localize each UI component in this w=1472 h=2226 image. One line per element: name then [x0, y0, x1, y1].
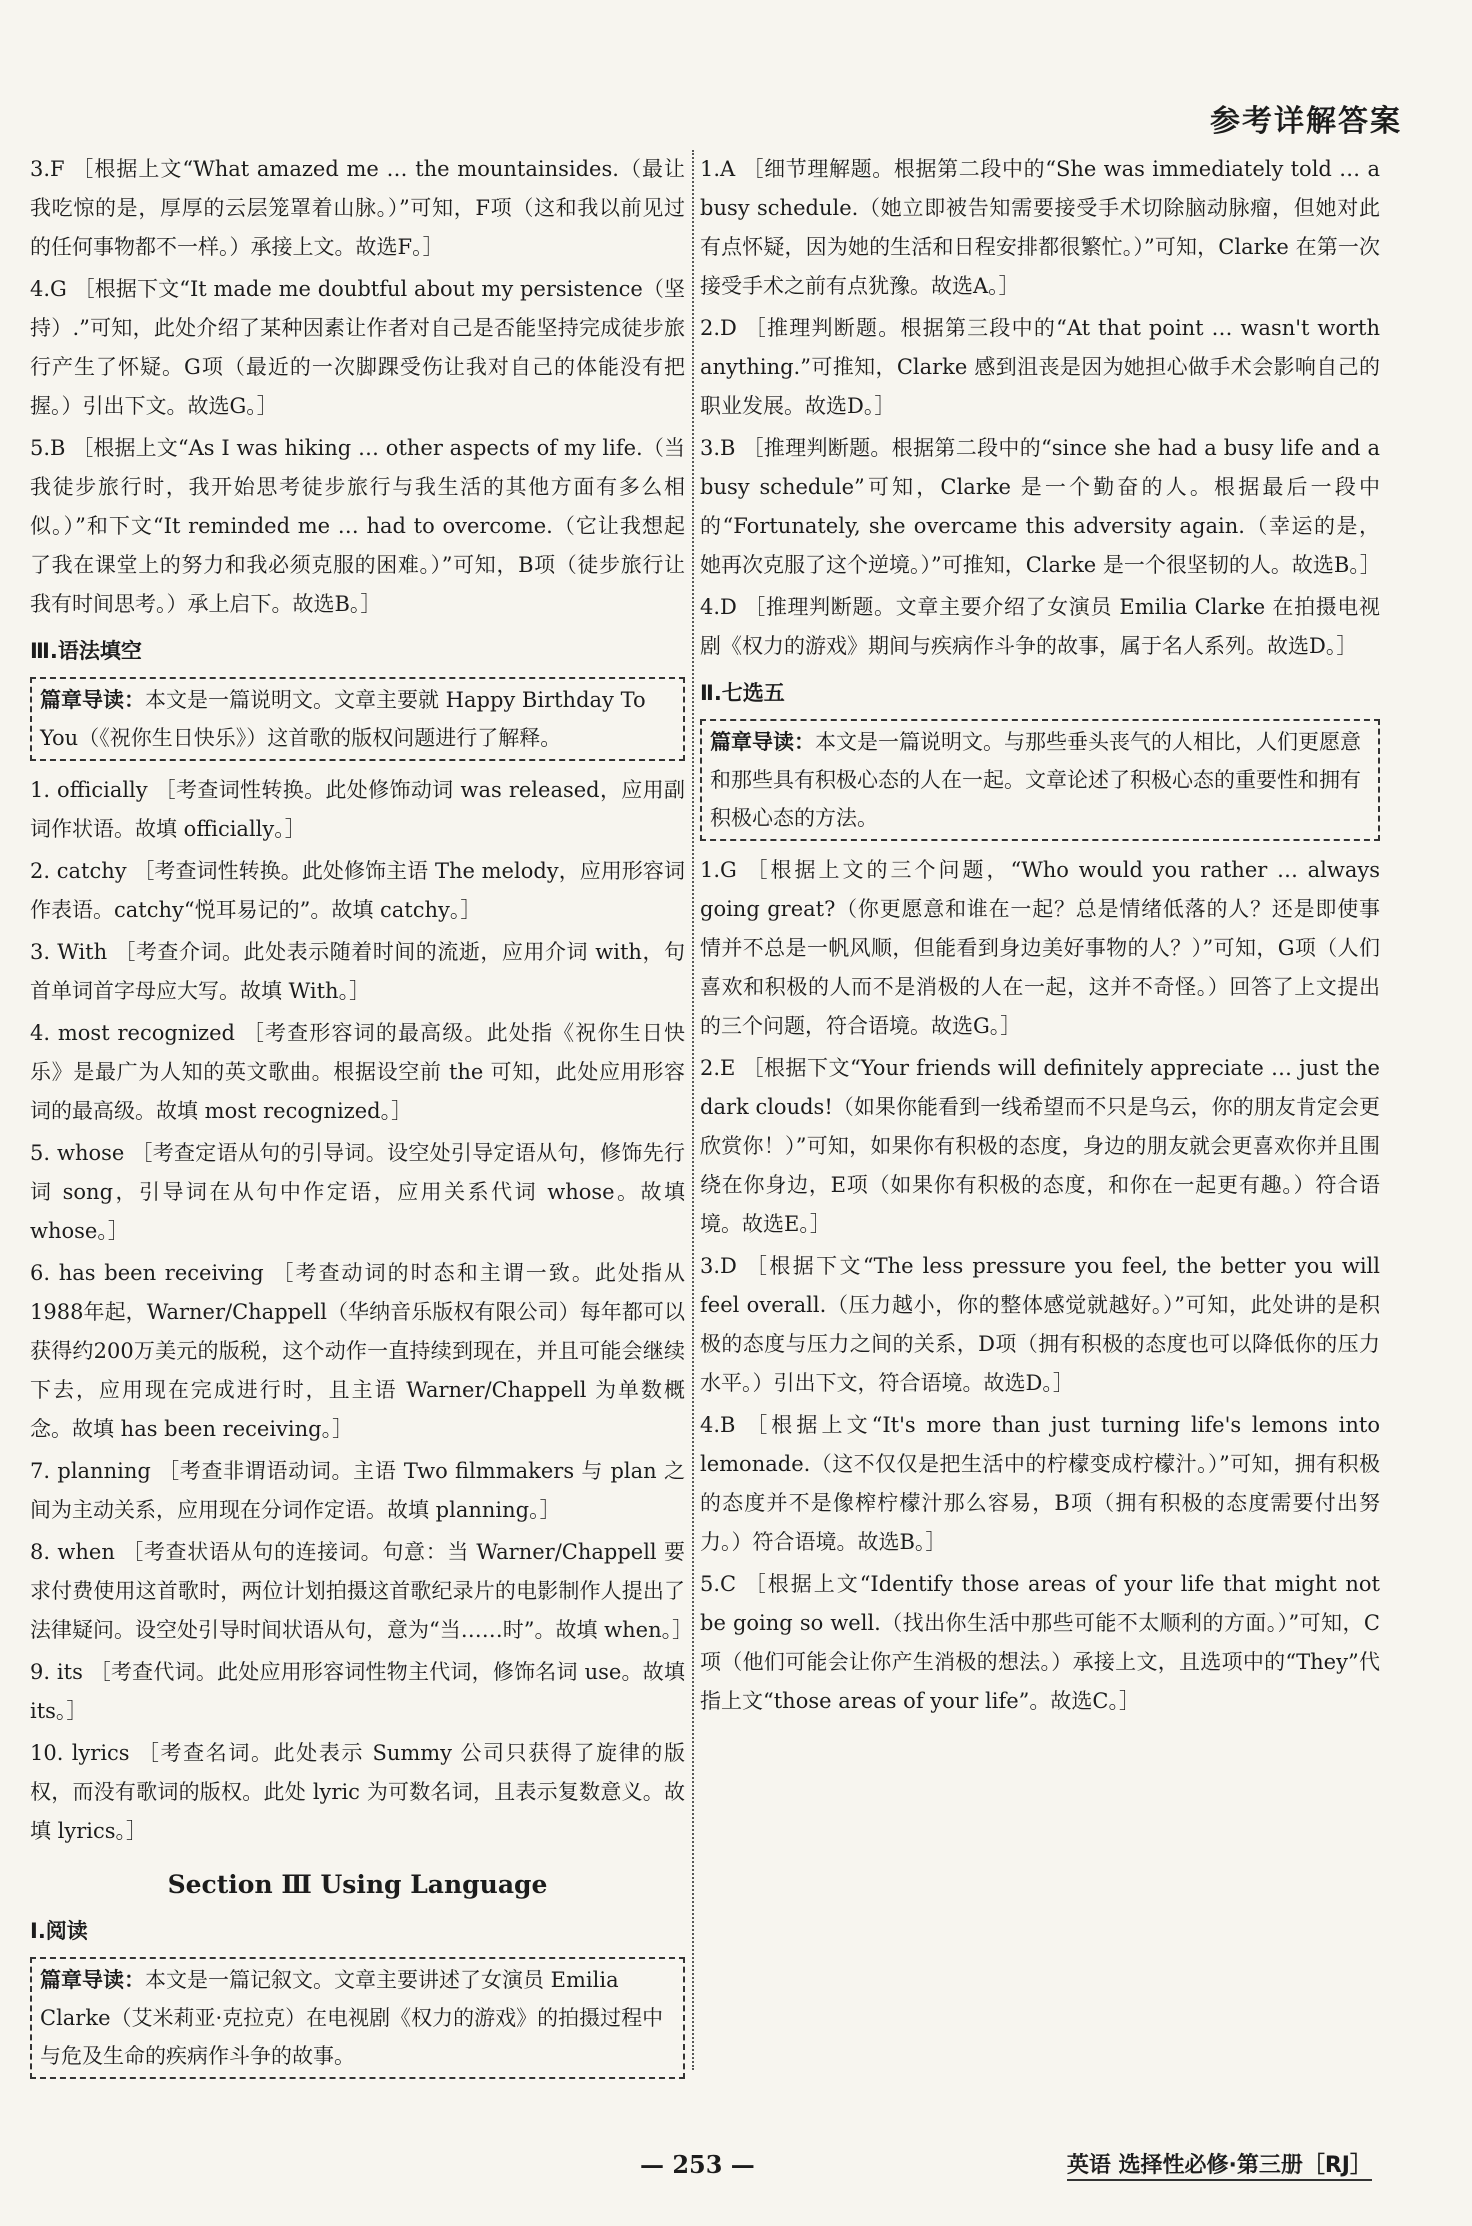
answer-item: 9. its ［考查代词。此处应用形容词性物主代词，修饰名词 use。故填 its。］: [30, 1660, 685, 1723]
answer-item: 5.C ［根据上文“Identify those areas of your life that might not be going so well.（找出你生活中那些可能不太顺利的方面。）”可知，C项（他们可能会让你产生消极的想法。）承接上文，且选项中的“They”代指上文“those areas of your life”。故选C。］: [700, 1572, 1380, 1713]
answer-item: 6. has been receiving ［考查动词的时态和主谓一致。此处指从1988年起，Warner/Chappell（华纳音乐版权有限公司）每年都可以获得约200万美元的版税，这个动作一直持续到现在，并且可能会继续下去，应用现在完成进行时，且主语 Warner/Chappell 为单数概念。故填 has been receiving。］: [30, 1261, 685, 1441]
reading-guide-box: [700, 719, 1380, 841]
section-title-reading: Ⅰ.阅读: [30, 1919, 88, 1943]
answer-item: 4.G ［根据下文“It made me doubtful about my persistence（坚持）.”可知，此处介绍了某种因素让作者对自己是否能坚持完成徒步旅行产生了怀疑。G项（最近的一次脚踝受伤让我对自己的体能没有把握。）引出下文。故选G。］: [30, 277, 685, 418]
answer-item: 3.F ［根据上文“What amazed me … the mountainsides.（最让我吃惊的是，厚厚的云层笼罩着山脉。）”可知，F项（这和我以前见过的任何事物都不一样。）承接上文。故选F。］: [30, 157, 685, 259]
left-column: [30, 150, 694, 2089]
guide-label: 篇章导读：: [710, 730, 815, 754]
right-column: [700, 150, 1380, 1724]
answer-item: 3. With ［考查介词。此处表示随着时间的流逝，应用介词 with，句首单词首字母应大写。故填 With。］: [30, 940, 685, 1003]
answer-item: 7. planning ［考查非谓语动词。主语 Two filmmakers 与 plan 之间为主动关系，应用现在分词作定语。故填 planning。］: [30, 1459, 685, 1522]
answer-item: 8. when ［考查状语从句的连接词。句意：当 Warner/Chappell 要求付费使用这首歌时，两位计划拍摄这首歌纪录片的电影制作人提出了法律疑问。设空处引导时间状语从句，意为“当……时”。故填 when。］: [30, 1540, 694, 1642]
reading-guide-box: [30, 677, 685, 761]
guide-text: 本文是一篇说明文。与那些垂头丧气的人相比，人们更愿意和那些具有积极心态的人在一起。文章论述了积极心态的重要性和拥有积极心态的方法。: [710, 730, 1361, 830]
reading-guide-box: [30, 1957, 685, 2079]
section-title-seven: Ⅱ.七选五: [700, 681, 785, 705]
answer-item: 3.B ［推理判断题。根据第二段中的“since she had a busy life and a busy schedule”可知，Clarke 是一个勤奋的人。根据最后一段中的“Fortunately, she overcame this adversity again.（幸运的是，她再次克服了这个逆境。）”可推知，Clarke 是一个很坚韧的人。故选B。］: [700, 436, 1381, 577]
answer-item: 5.B ［根据上文“As I was hiking … other aspects of my life.（当我徒步旅行时，我开始思考徒步旅行与我生活的其他方面有多么相似。）”和下文“It reminded me … had to overcome.（它让我想起了我在课堂上的努力和我必须克服的困难。）”可知，B项（徒步旅行让我有时间思考。）承上启下。故选B。］: [30, 436, 685, 616]
page-number: — 253 —: [640, 2150, 755, 2179]
answer-item: 2.D ［推理判断题。根据第三段中的“At that point … wasn't worth anything.”可推知，Clarke 感到沮丧是因为她担心做手术会影响自己的职业发展。故选D。］: [700, 316, 1380, 418]
answer-item: 3.D ［根据下文“The less pressure you feel, the better you will feel overall.（压力越小，你的整体感觉就越好。）”可知，此处讲的是积极的态度与压力之间的关系，D项（拥有积极的态度也可以降低你的压力水平。）引出下文，符合语境。故选D。］: [700, 1254, 1380, 1395]
guide-text: 本文是一篇说明文。文章主要就 Happy Birthday To You（《祝你生日快乐》）这首歌的版权问题进行了解释。: [40, 688, 646, 750]
guide-label: 篇章导读：: [40, 688, 145, 712]
answer-item: 10. lyrics ［考查名词。此处表示 Summy 公司只获得了旋律的版权，而没有歌词的版权。此处 lyric 为可数名词，且表示复数意义。故填 lyrics。］: [30, 1741, 685, 1843]
guide-label: 篇章导读：: [40, 1968, 145, 1992]
section-heading: Section Ⅲ Using Language: [167, 1870, 548, 1899]
answer-item: 5. whose ［考查定语从句的引导词。设空处引导定语从句，修饰先行词 song，引导词在从句中作定语，应用关系代词 whose。故填 whose。］: [30, 1141, 685, 1243]
column-divider: [692, 150, 694, 2070]
answer-item: 2.E ［根据下文“Your friends will definitely appreciate … just the dark clouds!（如果你能看到一线希望而不只是乌云，你的朋友肯定会更欣赏你！）”可知，如果你有积极的态度，身边的朋友就会更喜欢你并且围绕在你身边，E项（如果你有积极的态度，和你在一起更有趣。）符合语境。故选E。］: [700, 1056, 1380, 1236]
answer-item: 1. officially ［考查词性转换。此处修饰动词 was released，应用副词作状语。故填 officially。］: [30, 778, 685, 841]
answer-item: 2. catchy ［考查词性转换。此处修饰主语 The melody，应用形容词作表语。catchy“悦耳易记的”。故填 catchy。］: [30, 859, 685, 922]
answer-item: 1.A ［细节理解题。根据第二段中的“She was immediately told … a busy schedule.（她立即被告知需要接受手术切除脑动脉瘤，但她对此有点怀疑，因为她的生活和日程安排都很繁忙。）”可知，Clarke 在第一次接受手术之前有点犹豫。故选A。］: [700, 157, 1380, 298]
answer-item: 4. most recognized ［考查形容词的最高级。此处指《祝你生日快乐》是最广为人知的英文歌曲。根据设空前 the 可知，此处应用形容词的最高级。故填 most recognized。］: [30, 1021, 685, 1123]
book-title: 英语 选择性必修·第三册［RJ］: [1067, 2148, 1372, 2181]
answer-item: 4.D ［推理判断题。文章主要介绍了女演员 Emilia Clarke 在拍摄电视剧《权力的游戏》期间与疾病作斗争的故事，属于名人系列。故选D。］: [700, 595, 1380, 658]
answer-item: 4.B ［根据上文“It's more than just turning life's lemons into lemonade.（这不仅仅是把生活中的柠檬变成柠檬汁。）”可知，拥有积极的态度并不是像榨柠檬汁那么容易，B项（拥有积极的态度需要付出努力。）符合语境。故选B。］: [700, 1413, 1380, 1554]
page-header-title: 参考详解答案: [1210, 104, 1402, 139]
guide-text: 本文是一篇记叙文。文章主要讲述了女演员 Emilia Clarke（艾米莉亚·克拉克）在电视剧《权力的游戏》的拍摄过程中与危及生命的疾病作斗争的故事。: [40, 1968, 664, 2068]
answer-item: 1.G ［根据上文的三个问题，“Who would you rather … always going great?（你更愿意和谁在一起？总是情绪低落的人？还是即使事情并不总是一帆风顺，但能看到身边美好事物的人？）”可知，G项（人们喜欢和积极的人而不是消极的人在一起，这并不奇怪。）回答了上文提出的三个问题，符合语境。故选G。］: [700, 858, 1380, 1038]
section-title-grammar: Ⅲ.语法填空: [30, 639, 142, 663]
